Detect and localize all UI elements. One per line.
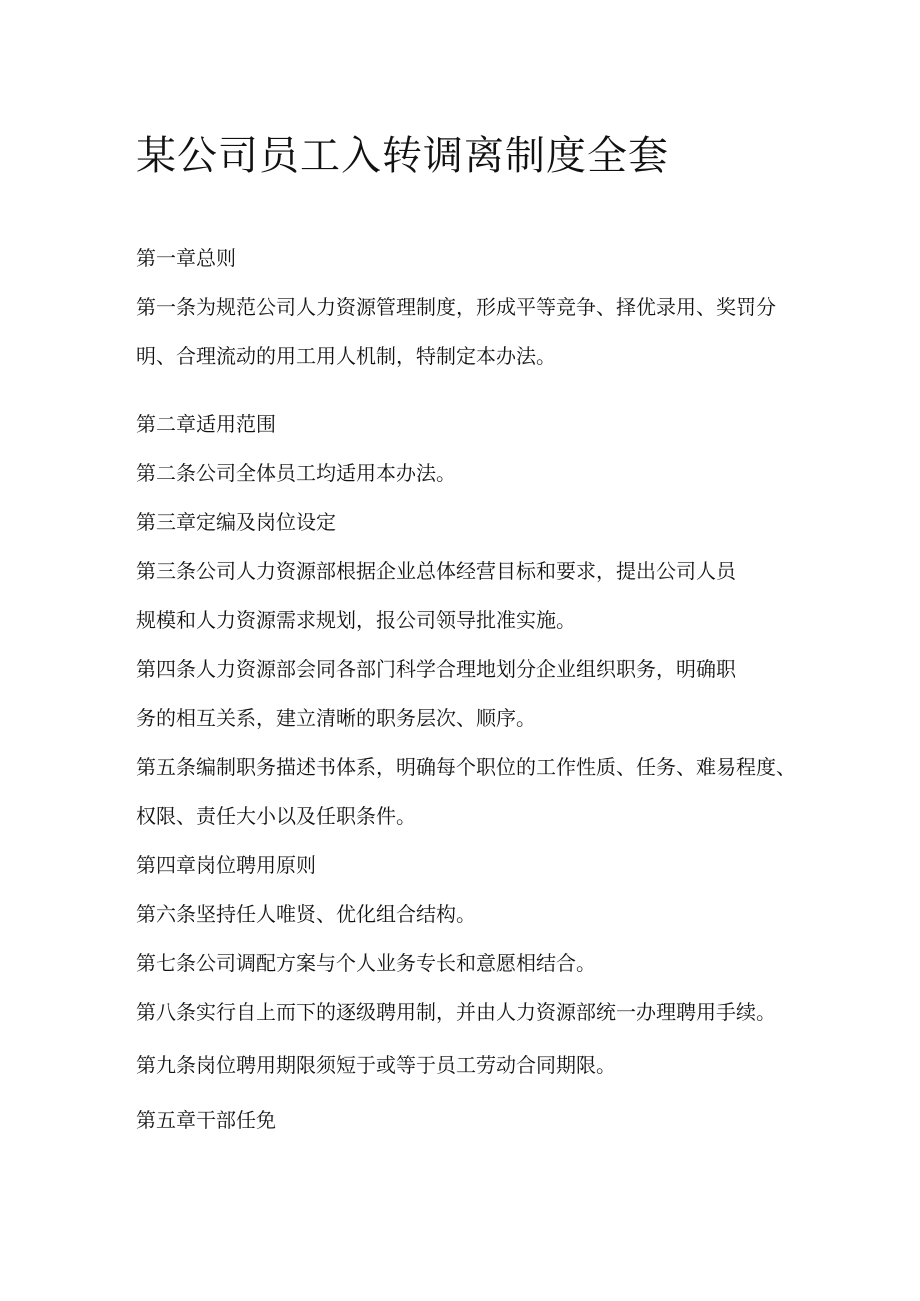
chapter-4-heading: 第四章岗位聘用原则: [136, 853, 316, 877]
article-9: 第九条岗位聘用期限须短于或等于员工劳动合同期限。: [136, 1053, 616, 1077]
article-5-line-1: 第五条编制职务描述书体系，明确每个职位的工作性质、任务、难易程度、: [136, 755, 796, 779]
article-1-line-1: 第一条为规范公司人力资源管理制度，形成平等竞争、择优录用、奖罚分: [136, 295, 776, 319]
chapter-3-heading: 第三章定编及岗位设定: [136, 510, 336, 534]
article-4-line-1: 第四条人力资源部会同各部门科学合理地划分企业组织职务，明确职: [136, 657, 736, 681]
chapter-5-heading: 第五章干部任免: [136, 1108, 276, 1132]
article-6: 第六条坚持任人唯贤、优化组合结构。: [136, 902, 476, 926]
article-7: 第七条公司调配方案与个人业务专长和意愿相结合。: [136, 951, 596, 975]
chapter-1-heading: 第一章总则: [136, 246, 236, 270]
article-3-line-1: 第三条公司人力资源部根据企业总体经营目标和要求，提出公司人员: [136, 559, 736, 583]
article-1-line-2: 明、合理流动的用工用人机制，特制定本办法。: [136, 344, 556, 368]
document-title: 某公司员工入转调离制度全套: [136, 133, 669, 179]
chapter-2-heading: 第二章适用范围: [136, 412, 276, 436]
article-2: 第二条公司全体员工均适用本办法。: [136, 461, 456, 485]
article-3-line-2: 规模和人力资源需求规划，报公司领导批准实施。: [136, 608, 576, 632]
article-5-line-2: 权限、责任大小以及任职条件。: [136, 804, 416, 828]
article-8: 第八条实行自上而下的逐级聘用制，并由人力资源部统一办理聘用手续。: [136, 1000, 776, 1024]
article-4-line-2: 务的相互关系，建立清晰的职务层次、顺序。: [136, 706, 536, 730]
